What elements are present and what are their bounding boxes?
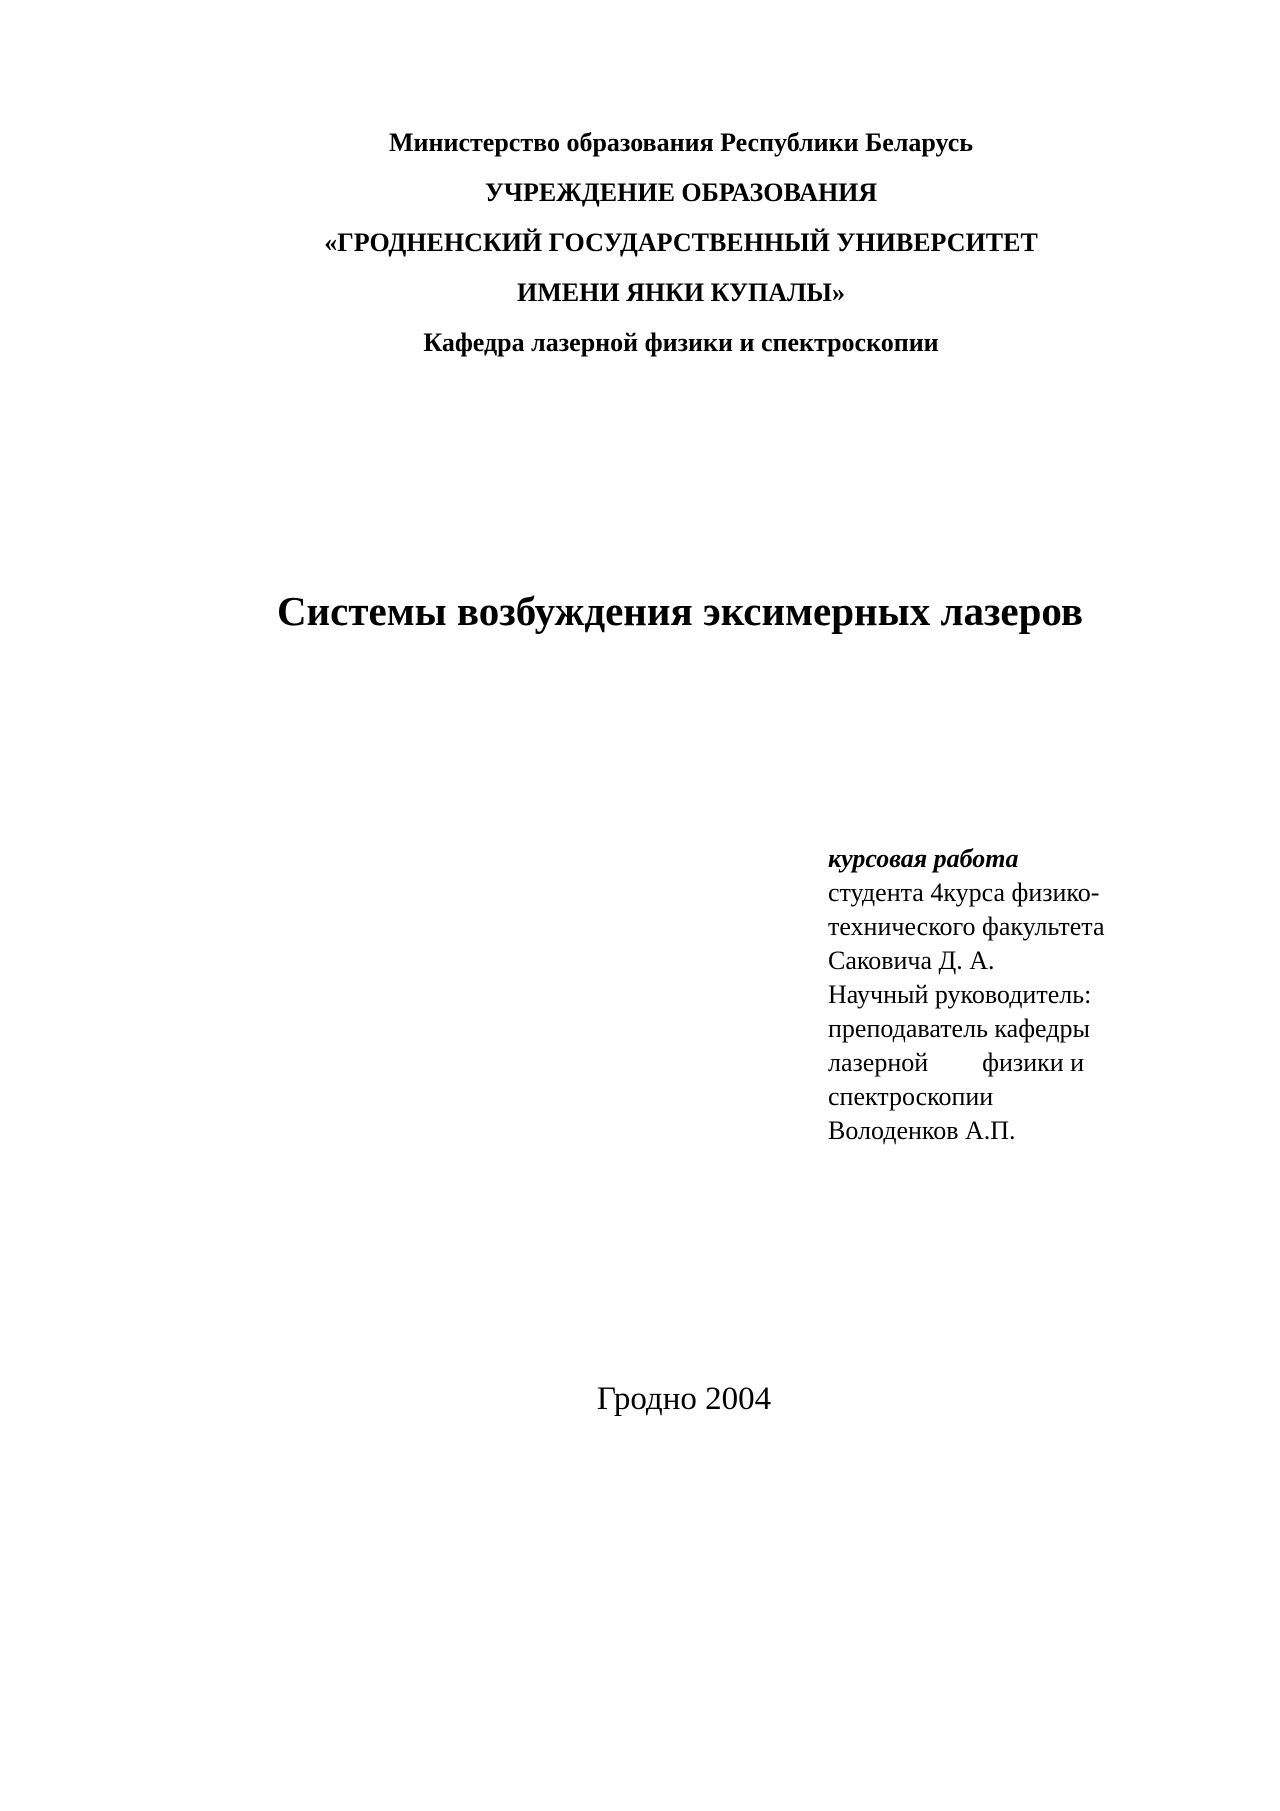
info-line-supervisor-label: Научный руководитель:	[828, 980, 1092, 1009]
work-type: курсовая работа	[828, 844, 1019, 873]
university-line-1: «ГРОДНЕНСКИЙ ГОСУДАРСТВЕННЫЙ УНИВЕРСИТЕТ	[324, 228, 1038, 257]
info-word-laser: лазерной	[828, 1048, 929, 1077]
city-year	[0, 1379, 1280, 1419]
work-info	[828, 842, 1168, 1148]
info-line-supervisor-position: преподаватель кафедры	[828, 1014, 1090, 1043]
info-line-faculty: технического факультета	[828, 912, 1105, 941]
info-line-supervisor-name: Володенков А.П.	[828, 1116, 1016, 1145]
department-line: Кафедра лазерной физики и спектроскопии	[423, 328, 939, 357]
document-title-text: Системы возбуждения эксимерных лазеров	[276, 588, 1084, 634]
info-line-student: студента 4курса физико-	[828, 878, 1100, 907]
info-line-spectroscopy: спектроскопии	[828, 1082, 994, 1111]
institution-header	[0, 118, 1280, 368]
info-line-department-part	[828, 1046, 1168, 1080]
city-year-text: Гродно 2004	[596, 1381, 772, 1417]
document-title	[0, 586, 1280, 636]
ministry-line: Министерство образования Республики Беларусь	[388, 128, 974, 157]
info-line-author: Саковича Д. А.	[828, 946, 995, 975]
institution-type-line: УЧРЕЖДЕНИЕ ОБРАЗОВАНИЯ	[484, 178, 878, 207]
university-line-2: ИМЕНИ ЯНКИ КУПАЛЫ»	[517, 278, 845, 307]
info-word-physics: физики и	[982, 1048, 1085, 1077]
